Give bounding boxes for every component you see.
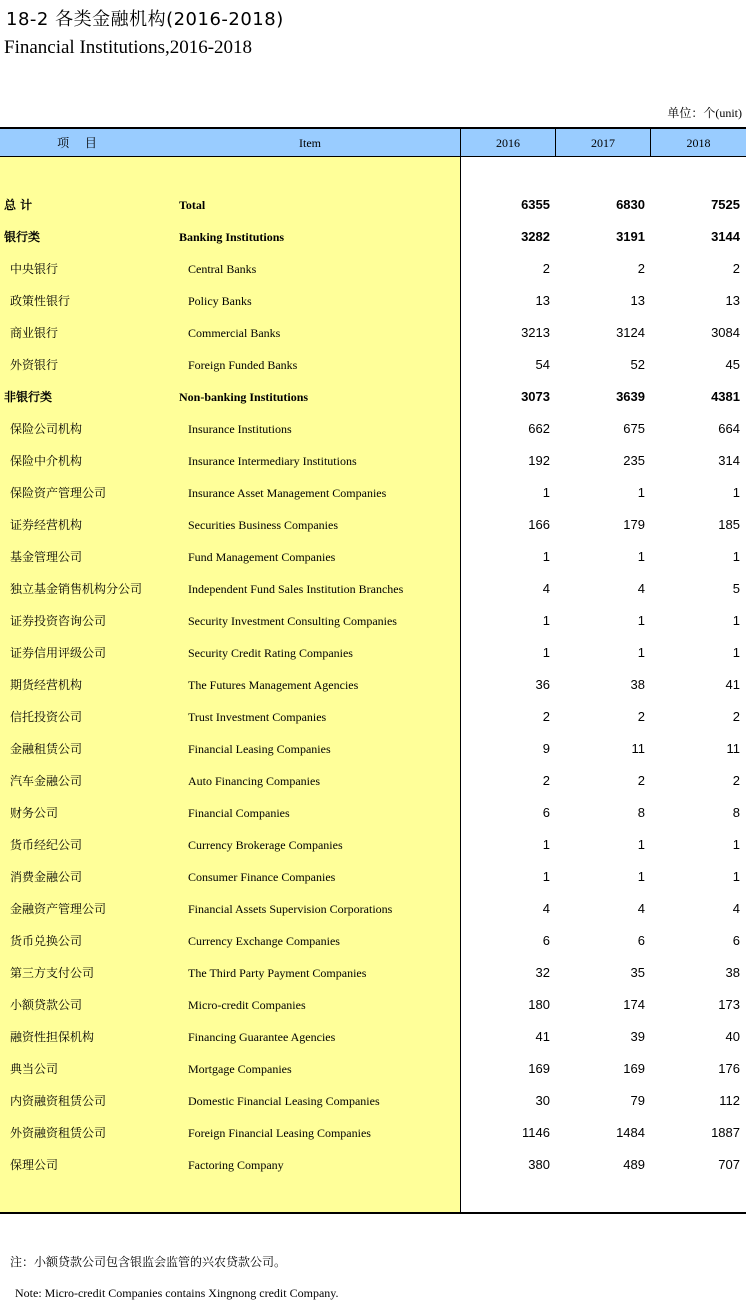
value-2018: 1 [732, 869, 740, 884]
table-bottom-rule [0, 1212, 746, 1214]
table-row [0, 701, 746, 733]
value-2016: 6355 [521, 197, 550, 212]
table-row [0, 989, 746, 1021]
value-2017: 11 [631, 741, 645, 756]
value-2017: 4 [637, 901, 645, 916]
value-2017: 39 [630, 1029, 645, 1044]
unit-label [667, 104, 742, 121]
value-2017: 1 [637, 869, 645, 884]
row-label-cn: 保理公司 [10, 1158, 59, 1172]
value-2018: 6 [732, 933, 740, 948]
table-row [0, 893, 746, 925]
value-2016: 9 [542, 741, 550, 756]
value-2016: 1 [542, 613, 550, 628]
page-title-en: Financial Institutions,2016-2018 [4, 37, 253, 58]
table-row [0, 925, 746, 957]
value-2016: 6 [542, 805, 550, 820]
value-2018: 112 [719, 1093, 740, 1108]
value-2016: 662 [528, 421, 550, 436]
row-label-cn: 第三方支付公司 [10, 966, 95, 980]
table-row [0, 637, 746, 669]
value-2018: 664 [718, 421, 740, 436]
row-label-en: Currency Brokerage Companies [188, 838, 343, 852]
row-label-en: Auto Financing Companies [188, 774, 320, 788]
footnote-cn: 注：小额贷款公司包含银监会监管的兴农贷款公司。 [10, 1255, 287, 1269]
row-label-en: Non-banking Institutions [179, 390, 309, 404]
value-2018: 41 [725, 677, 740, 692]
row-label-cn: 保险资产管理公司 [10, 486, 107, 500]
unit-label-cn: 单位：个 [667, 106, 716, 120]
value-2017: 1 [637, 837, 645, 852]
value-2016: 180 [528, 997, 550, 1012]
row-label-cn: 总 计 [4, 198, 33, 212]
value-2016: 4 [542, 581, 550, 596]
table-row [0, 253, 746, 285]
value-2016: 1 [542, 485, 550, 500]
value-2018: 45 [725, 357, 740, 372]
row-label-en: Total [179, 198, 206, 212]
row-label-cn: 融资性担保机构 [10, 1030, 95, 1044]
row-label-cn: 证券信用评级公司 [10, 646, 107, 660]
row-label-en: Trust Investment Companies [188, 710, 327, 724]
row-label-cn: 信托投资公司 [10, 710, 83, 724]
value-2016: 41 [535, 1029, 550, 1044]
row-label-en: Commercial Banks [188, 326, 281, 340]
row-label-en: Financial Companies [188, 806, 290, 820]
table-row [0, 861, 746, 893]
value-2017: 6830 [616, 197, 645, 212]
value-2016: 3213 [521, 325, 550, 340]
value-2017: 1 [637, 613, 645, 628]
row-label-en: Domestic Financial Leasing Companies [188, 1094, 380, 1108]
row-label-cn: 内资融资租赁公司 [10, 1094, 107, 1108]
table-row [0, 957, 746, 989]
value-2016: 13 [535, 293, 550, 308]
header-year-2016: 2016 [461, 129, 556, 157]
value-2018: 11 [726, 741, 740, 756]
table-row [0, 1149, 746, 1181]
value-2018: 185 [718, 517, 740, 532]
value-2017: 3191 [616, 229, 645, 244]
row-label-en: Policy Banks [188, 294, 252, 308]
value-2018: 173 [718, 997, 740, 1012]
row-label-cn: 证券投资咨询公司 [10, 614, 107, 628]
value-2018: 38 [725, 965, 740, 980]
value-2018: 3084 [711, 325, 740, 340]
value-2017: 174 [623, 997, 645, 1012]
value-2018: 1887 [711, 1125, 740, 1140]
value-2017: 35 [630, 965, 645, 980]
row-label-cn: 财务公司 [10, 806, 59, 820]
row-label-cn: 非银行类 [4, 390, 53, 404]
value-2018: 8 [732, 805, 740, 820]
row-label-en: Mortgage Companies [188, 1062, 292, 1076]
value-2017: 1 [637, 549, 645, 564]
table-row [0, 541, 746, 573]
row-label-cn: 货币兑换公司 [10, 934, 83, 948]
table-row [0, 349, 746, 381]
value-2016: 1 [542, 837, 550, 852]
table-header [0, 127, 746, 157]
value-2018: 3144 [711, 229, 740, 244]
row-label-en: Foreign Financial Leasing Companies [188, 1126, 371, 1140]
row-label-en: Factoring Company [188, 1158, 284, 1172]
row-label-en: Banking Institutions [179, 230, 285, 244]
value-2016: 1 [542, 549, 550, 564]
unit-label-en: (unit) [715, 106, 742, 120]
value-2018: 707 [718, 1157, 740, 1172]
row-label-cn: 消费金融公司 [10, 870, 83, 884]
table-row [0, 1117, 746, 1149]
value-2018: 5 [732, 581, 740, 596]
value-2018: 7525 [711, 197, 740, 212]
value-2018: 314 [718, 453, 740, 468]
value-2017: 13 [630, 293, 645, 308]
value-2017: 3124 [616, 325, 645, 340]
value-2017: 169 [623, 1061, 645, 1076]
value-2017: 4 [637, 581, 645, 596]
row-label-en: Financing Guarantee Agencies [188, 1030, 336, 1044]
row-label-en: Insurance Institutions [188, 422, 292, 436]
row-label-cn: 金融租赁公司 [10, 742, 83, 756]
row-label-en: Consumer Finance Companies [188, 870, 336, 884]
value-2016: 32 [535, 965, 550, 980]
row-label-cn: 典当公司 [10, 1062, 59, 1076]
value-2016: 6 [542, 933, 550, 948]
header-item-cn: 项 目 [57, 136, 103, 150]
row-label-en: Securities Business Companies [188, 518, 338, 532]
row-label-cn: 金融资产管理公司 [10, 902, 107, 916]
value-2016: 192 [528, 453, 550, 468]
header-year-2018: 2018 [686, 136, 711, 150]
value-2017: 1 [637, 485, 645, 500]
table-row [0, 381, 746, 413]
value-2016: 1146 [522, 1125, 550, 1140]
value-2016: 380 [528, 1157, 550, 1172]
table-row [0, 669, 746, 701]
value-2016: 30 [535, 1093, 550, 1108]
table-row [0, 797, 746, 829]
value-2018: 40 [725, 1029, 740, 1044]
row-label-cn: 保险公司机构 [10, 422, 83, 436]
page-title-cn: 18-2 各类金融机构(2016-2018) [6, 9, 284, 30]
value-2018: 13 [725, 293, 740, 308]
value-2017: 52 [630, 357, 645, 372]
table-row [0, 1053, 746, 1085]
value-2016: 3073 [521, 389, 550, 404]
row-label-cn: 中央银行 [10, 262, 59, 276]
value-2017: 2 [637, 261, 645, 276]
row-label-cn: 外资银行 [10, 358, 59, 372]
value-2017: 675 [623, 421, 645, 436]
row-label-en: Insurance Intermediary Institutions [188, 454, 357, 468]
table-row [0, 509, 746, 541]
value-2017: 8 [637, 805, 645, 820]
value-2018: 1 [732, 485, 740, 500]
value-2016: 166 [528, 517, 550, 532]
data-table [0, 127, 746, 1214]
value-2017: 235 [623, 453, 645, 468]
value-2016: 2 [542, 773, 550, 788]
row-label-en: Central Banks [188, 262, 257, 276]
row-label-cn: 期货经营机构 [10, 678, 83, 692]
value-2017: 2 [637, 709, 645, 724]
value-2017: 2 [637, 773, 645, 788]
value-2018: 4 [732, 901, 740, 916]
table-row [0, 413, 746, 445]
row-label-en: Fund Management Companies [188, 550, 336, 564]
value-2018: 1 [732, 645, 740, 660]
value-2017: 179 [623, 517, 645, 532]
value-2016: 169 [528, 1061, 550, 1076]
value-2016: 3282 [521, 229, 550, 244]
row-label-cn: 汽车金融公司 [10, 774, 83, 788]
value-2018: 1 [732, 613, 740, 628]
table-row [0, 317, 746, 349]
value-2017: 1 [637, 645, 645, 660]
row-label-cn: 货币经纪公司 [10, 838, 83, 852]
value-2018: 2 [732, 261, 740, 276]
table-row [0, 477, 746, 509]
table-row [0, 445, 746, 477]
table-row [0, 285, 746, 317]
value-2017: 38 [630, 677, 645, 692]
value-2017: 1484 [616, 1125, 645, 1140]
value-2018: 2 [732, 773, 740, 788]
value-2016: 4 [542, 901, 550, 916]
value-2018: 4381 [711, 389, 740, 404]
row-label-cn: 基金管理公司 [10, 550, 83, 564]
row-label-cn: 政策性银行 [10, 294, 71, 308]
table-row [0, 221, 746, 253]
value-2018: 2 [732, 709, 740, 724]
value-2016: 54 [535, 357, 550, 372]
value-2018: 1 [732, 549, 740, 564]
value-2016: 2 [542, 709, 550, 724]
row-label-cn: 商业银行 [10, 326, 59, 340]
table-row [0, 765, 746, 797]
row-label-en: Currency Exchange Companies [188, 934, 340, 948]
row-label-cn: 小额贷款公司 [10, 998, 83, 1012]
row-label-cn: 保险中介机构 [10, 454, 83, 468]
value-2018: 1 [732, 837, 740, 852]
table-row [0, 1085, 746, 1117]
row-label-en: Financial Assets Supervision Corporations [188, 902, 393, 916]
row-label-cn: 独立基金销售机构分公司 [10, 582, 143, 596]
row-label-en: Security Credit Rating Companies [188, 646, 353, 660]
value-2016: 1 [542, 869, 550, 884]
row-label-en: Foreign Funded Banks [188, 358, 298, 372]
row-label-en: Insurance Asset Management Companies [188, 486, 387, 500]
row-label-en: The Third Party Payment Companies [188, 966, 367, 980]
row-label-cn: 银行类 [4, 230, 41, 244]
row-label-en: Independent Fund Sales Institution Branches [188, 582, 404, 596]
value-2017: 3639 [616, 389, 645, 404]
table-row [0, 829, 746, 861]
table-row [0, 189, 746, 221]
value-2017: 489 [623, 1157, 645, 1172]
row-label-en: The Futures Management Agencies [188, 678, 359, 692]
row-label-cn: 外资融资租赁公司 [10, 1126, 107, 1140]
row-label-en: Financial Leasing Companies [188, 742, 331, 756]
row-label-en: Security Investment Consulting Companies [188, 614, 397, 628]
table-row [0, 1021, 746, 1053]
header-year-2017: 2017 [556, 129, 651, 157]
value-2017: 79 [630, 1093, 645, 1108]
header-item-en: Item [160, 129, 461, 157]
row-label-cn: 证券经营机构 [10, 518, 83, 532]
row-label-en: Micro-credit Companies [188, 998, 306, 1012]
value-2016: 36 [535, 677, 550, 692]
table-row [0, 605, 746, 637]
footnote-en: Note: Micro-credit Companies contains Xingnong credit Company. [15, 1286, 339, 1300]
value-2016: 1 [542, 645, 550, 660]
value-2017: 6 [637, 933, 645, 948]
value-2018: 176 [718, 1061, 740, 1076]
table-row [0, 573, 746, 605]
value-2016: 2 [542, 261, 550, 276]
table-row [0, 733, 746, 765]
